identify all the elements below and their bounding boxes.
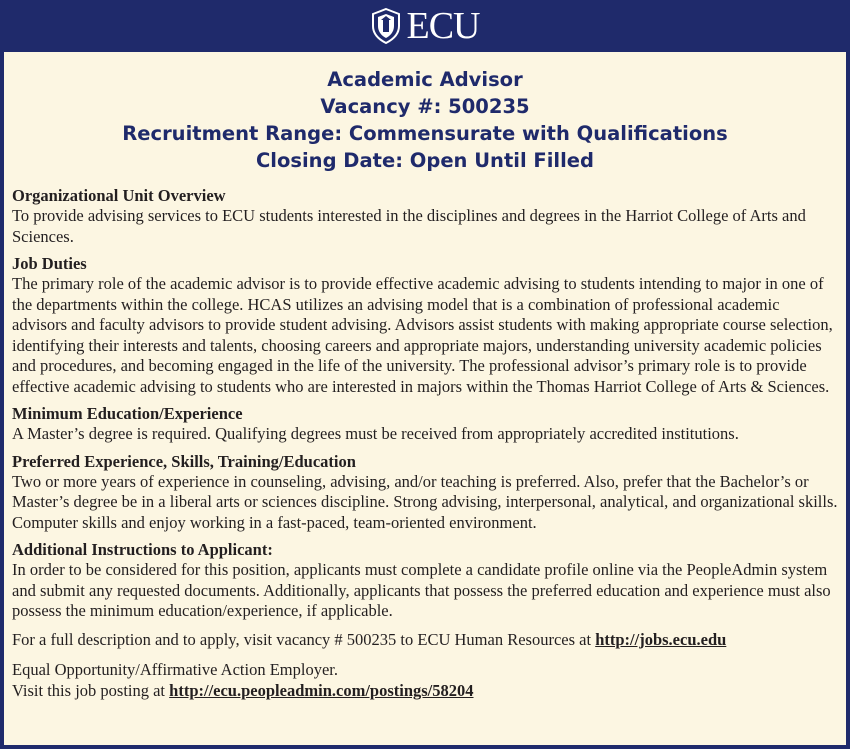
closing-date: Closing Date: Open Until Filled xyxy=(256,149,594,172)
apply-text: For a full description and to apply, visit vacancy # 500235 to ECU Human Resources at xyxy=(12,629,596,649)
apply-line xyxy=(12,630,838,651)
instructions-body: In order to be considered for this position, applicants must complete a candidate profile online via the PeopleAdmin system and submit any requested documents. Additionally, applicants that possess the preferred education and experience must also possess the minimum education/experience, if applicable. xyxy=(12,560,831,620)
overview-heading: Organizational Unit Overview xyxy=(12,186,226,205)
preferred-heading: Preferred Experience, Skills, Training/Education xyxy=(12,451,356,471)
eoe-statement: Equal Opportunity/Affirmative Action Employer. xyxy=(12,660,338,679)
min-education-body: A Master’s degree is required. Qualifying degrees must be received from appropriately accredited institutions. xyxy=(12,424,739,443)
overview-body: To provide advising services to ECU students interested in the disciplines and degrees in the Harriot College of Arts and Sciences. xyxy=(12,206,806,246)
section-preferred xyxy=(12,452,838,534)
visit-line xyxy=(12,681,838,702)
header-banner xyxy=(0,0,850,52)
section-instructions xyxy=(12,540,838,622)
preferred-body: Two or more years of experience in counseling, advising, and/or teaching is preferred. Also, prefer that the Bachelor’s or Master’s degree be in a liberal arts or sciences discipline. Strong advising, interpersonal, analytical, and organizational skills. Computer skills and enjoy working in a fast-paced, team-oriented environment. xyxy=(12,471,838,532)
posting-link[interactable]: http://ecu.peopleadmin.com/postings/58204 xyxy=(169,680,474,700)
visit-text: Visit this job posting at xyxy=(12,680,170,700)
section-min-education xyxy=(12,404,838,445)
job-posting xyxy=(12,66,838,701)
ecu-logo xyxy=(371,7,480,45)
ecu-logo-text: ECU xyxy=(406,5,480,47)
vacancy-number: Vacancy #: 500235 xyxy=(320,95,530,118)
section-job-duties xyxy=(12,254,838,397)
section-overview xyxy=(12,186,838,247)
recruitment-range: Recruitment Range: Commensurate with Qualifications xyxy=(122,122,728,145)
ecu-crest-icon xyxy=(371,8,401,44)
instructions-heading: Additional Instructions to Applicant: xyxy=(12,540,273,559)
duties-heading: Job Duties xyxy=(12,254,87,273)
duties-body: The primary role of the academic advisor is to provide effective academic advising to students intending to major in one of the departments within the college. HCAS utilizes an advising model that is a combination of professional academic advisors and faculty advisors to provide student advising. Advisors assist students with making appropriate course selection, identifying their interests and talents, choosing careers and appropriate majors, understanding university academic policies and procedures, and becoming engaged in the life of the university. The professional advisor’s primary role is to provide effective academic advising to students who are interested in majors within the Thomas Harriot College of Arts & Sciences. xyxy=(12,274,833,396)
footer xyxy=(12,660,838,701)
job-title: Academic Advisor xyxy=(327,68,523,91)
min-education-heading: Minimum Education/Experience xyxy=(12,404,243,423)
posting-header xyxy=(12,66,838,174)
jobs-link[interactable]: http://jobs.ecu.edu xyxy=(595,629,727,649)
